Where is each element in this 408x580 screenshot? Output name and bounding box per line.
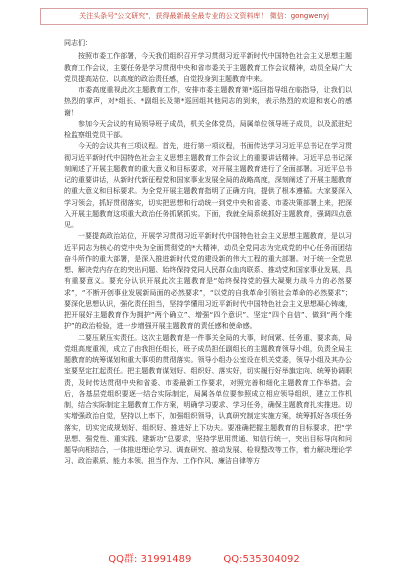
- footer-contact: [0, 550, 408, 565]
- paragraph-point-two: 二要压紧压实责任。这次主题教育是一件事关全局的大事，时间紧、任务重、要求高，局党组高度重视，成立了由我担任组长，班子成员担任副组长的主题教育领导小组，负责全局主题教育的统筹谋划和重大事项的贯彻落实。领导小组办公室设在机关党委，领导小组及其办公室要坚定扛起责任。把主题教育谋划好、组织好、落实好，切实履行好举旗定向、统筹协调职责，及时传达贯彻中央和省委、市委最新工作要求，对照完善和细化主题教育工作举措。会后，各基层党组织要逐一结合实际制定，局属各单位要参照成立相应领导组织，建立工作机制，结合实际制定主题教育工作方案，明确学习要求、学习任务，确保主题教育扎实推进。切实增强政治自觉，坚持以上率下，加强组织领导，认真研究制定实施方案，统筹抓好各项任务落实，切实完成规划好、组织好、推进好上下功夫。要准确把握主题教育的目标要求，把“学思想、强党性、重实践、建新功”总要求，坚持学思用贯通、知信行统一，突出目标导向和问题导向相结合，一体推进理论学习、调查研究、推动发展、检视整改等工作，着力解决理论学习、政治素质、能力本领、担当作为、工作作风、廉洁自律等方: [64, 333, 352, 466]
- footer-qq-group: QQ群: 31991489: [108, 554, 192, 565]
- header-banner: 关注头条号"公文研究"，获得最新最全最专业的公文资料库！ 微信：gongwenyj: [40, 8, 368, 25]
- salutation: 同志们：: [64, 39, 92, 47]
- document-body: [64, 38, 352, 544]
- paragraph-welcome: 市委高度重视此次主题教育工作，安排市委主题教育第*巡回指导组在临指导，让我们以热烈的掌声，对*组长、*副组长及第*巡回组其他同志的到来，表示热烈的欢迎和衷心的感谢！: [64, 86, 352, 117]
- paragraph-attendees: 参加今天会议的有局领导班子成员，机关全体党员，局属单位领导班子成员，以及派驻纪检监察组党员干部。: [64, 119, 352, 139]
- footer-qq-number: QQ:535304092: [223, 554, 300, 565]
- paragraph-agenda: 今天的会议共有三项议程。首先，进行第一项议程，书面传达学习习近平总书记在学习贯彻习近平新时代中国特色社会主义思想主题教育工作会议上的重要讲话精神。习近平总书记深刻阐述了开展主题教育的重大意义和目标要求，对开展主题教育进行了全面部署。习近平总书记的重要讲话，从新时代新征程党和国家事业发展全局的战略高度，深刻阐述了开展主题教育的重大意义和目标要求。为全党开展主题教育指明了正确方向，提供了根本遵循。大家要深入学习领会，抓好贯彻落实，切实把思想和行动统一到党中央和省委、市委决策部署上来，把深入开展主题教育这项重大政治任务抓紧抓实。下面，我就全局系统抓好主题教育，强调四点意见。: [64, 142, 352, 229]
- paragraph-intro: 按照市委工作部署，今天我们组织召开学习贯彻习近平新时代中国特色社会主义思想主题教育工作会议，主要任务是学习贯彻中央和省市委关于主题教育工作会议精神，动员全局广大党员提高站位、以高度的政治责任感，自觉投身到主题教育中来。: [64, 52, 352, 83]
- paragraph-point-one: 一要提高政治站位，开展学习贯彻习近平新时代中国特色社会主义思想主题教育，是以习近平同志为核心的党中央为全面贯彻党的*大精神，动员全党同志为完成党的中心任务而团结奋斗所作的重大部署，是深入推进新时代党的建设新的伟大工程的重大部署。对于统一全党思想、解决党内存在的突出问题、始终保持党同人民群众血肉联系、推动党和国家事业发展，具有重要意义。要充分认识开展此次主题教育是“始终保持党的强大凝聚力战斗力的必然要求”，“不断开创事业发展新局面的必然要求”，“以党的自我革命引领社会革命的必然要求”；要深化思想认识，强化责任担当，坚持学懂用习近平新时代中国特色社会主义思想凝心铸魂，把开展好主题教育作为拥护“两个确立”、增强“四个意识”、坚定“四个自信”、做到“两个维护”的政治检验，进一步增强开展主题教育的责任感和使命感。: [64, 232, 352, 331]
